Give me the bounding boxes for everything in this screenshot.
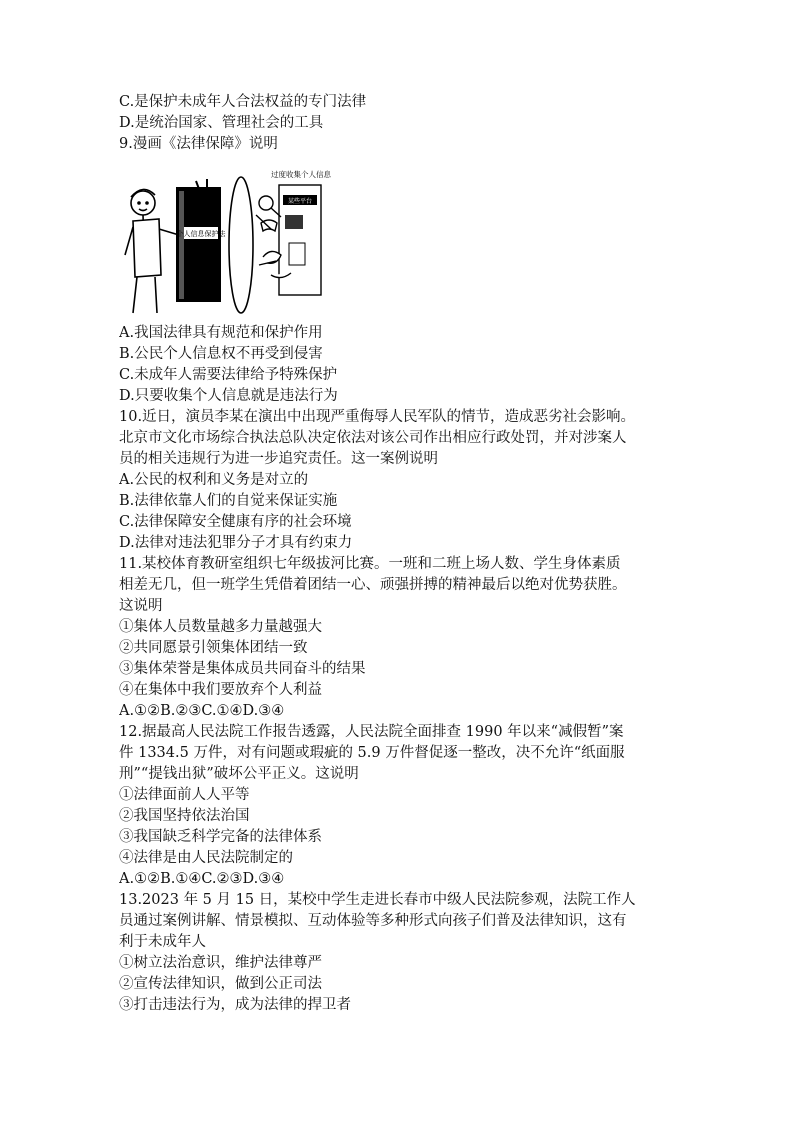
question-stem: 员的相关违规行为进一步追究责任。这一案例说明 (119, 451, 438, 467)
statement-item: ②我国坚持依法治国 (119, 808, 250, 824)
option-line: D.只要收集个人信息就是违法行为 (119, 388, 338, 404)
option-line: C.法律保障安全健康有序的社会环境 (119, 514, 352, 530)
option-line: B.公民个人信息权不再受到侵害 (119, 346, 323, 362)
exam-page (119, 92, 694, 1016)
question-stem: 9.漫画《法律保障》说明 (119, 136, 278, 152)
question-stem: 这说明 (119, 598, 163, 614)
cartoon-figure (121, 165, 331, 315)
question-stem: 11.某校体育教研室组织七年级拔河比赛。一班和二班上场人数、学生身体素质 (119, 556, 621, 572)
question-stem: 10.近日，演员李某在演出中出现严重侮辱人民军队的情节，造成恶劣社会影响。 (119, 409, 636, 425)
question-stem: 北京市文化市场综合执法总队决定依法对该公司作出相应行政处罚，并对涉案人 (119, 430, 627, 446)
option-line: A.公民的权利和义务是对立的 (119, 472, 309, 488)
question-stem: 利于未成年人 (119, 934, 206, 950)
option-line: D.是统治国家、管理社会的工具 (119, 115, 324, 131)
statement-item: ③我国缺乏科学完备的法律体系 (119, 829, 322, 845)
statement-item: ④在集体中我们要放弃个人利益 (119, 682, 322, 698)
question-stem: 件 1334.5 万件，对有问题或瑕疵的 5.9 万件督促逐一整改，决不允许“纸面服 (119, 745, 625, 761)
option-line: C.是保护未成年人合法权益的专门法律 (119, 94, 367, 110)
statement-item: ②宣传法律知识，做到公正司法 (119, 976, 322, 992)
statement-item: ①集体人员数量越多力量越强大 (119, 619, 322, 635)
question-stem: 13.2023 年 5 月 15 日，某校中学生走进长春市中级人民法院参观，法院工作人 (119, 892, 636, 908)
option-line: A.我国法律具有规范和保护作用 (119, 325, 323, 341)
statement-item: ③打击违法行为，成为法律的捍卫者 (119, 997, 351, 1013)
cartoon-illustration (121, 165, 331, 315)
answer-options: A.①②B.②③C.①④D.③④ (119, 703, 285, 719)
question-stem: 刑”“提钱出狱”破坏公平正义。这说明 (119, 766, 359, 782)
man-drawing (125, 189, 179, 313)
option-line: C.未成年人需要法律给予特殊保护 (119, 367, 338, 383)
option-line: B.法律依靠人们的自觉来保证实施 (119, 493, 338, 509)
statement-item: ①树立法治意识，维护法律尊严 (119, 955, 322, 971)
statement-item: ②共同愿景引领集体团结一致 (119, 640, 308, 656)
question-stem: 相差无几，但一班学生凭借着团结一心、顽强拼搏的精神最后以绝对优势获胜。 (119, 577, 627, 593)
book-label: 个人信息保护法 (176, 230, 226, 238)
statement-item: ④法律是由人民法院制定的 (119, 850, 293, 866)
option-line: D.法律对违法犯罪分子才具有约束力 (119, 535, 353, 551)
law-book (176, 179, 226, 302)
sign-text: 某些平台 (287, 198, 313, 205)
platform-sign (279, 185, 321, 295)
question-stem: 员通过案例讲解、情景模拟、互动体验等多种形式向孩子们普及法律知识，这有 (119, 913, 627, 929)
answer-options: A.①②B.①④C.②③D.③④ (119, 871, 285, 887)
cartoon-caption: 过度收集个人信息 (271, 170, 331, 179)
question-stem: 12.据最高人民法院工作报告透露，人民法院全面排查 1990 年以来“减假暂”案 (119, 724, 624, 740)
shield-drawing (229, 177, 253, 313)
statement-item: ③集体荣誉是集体成员共同奋斗的结果 (119, 661, 366, 677)
statement-item: ①法律面前人人平等 (119, 787, 250, 803)
